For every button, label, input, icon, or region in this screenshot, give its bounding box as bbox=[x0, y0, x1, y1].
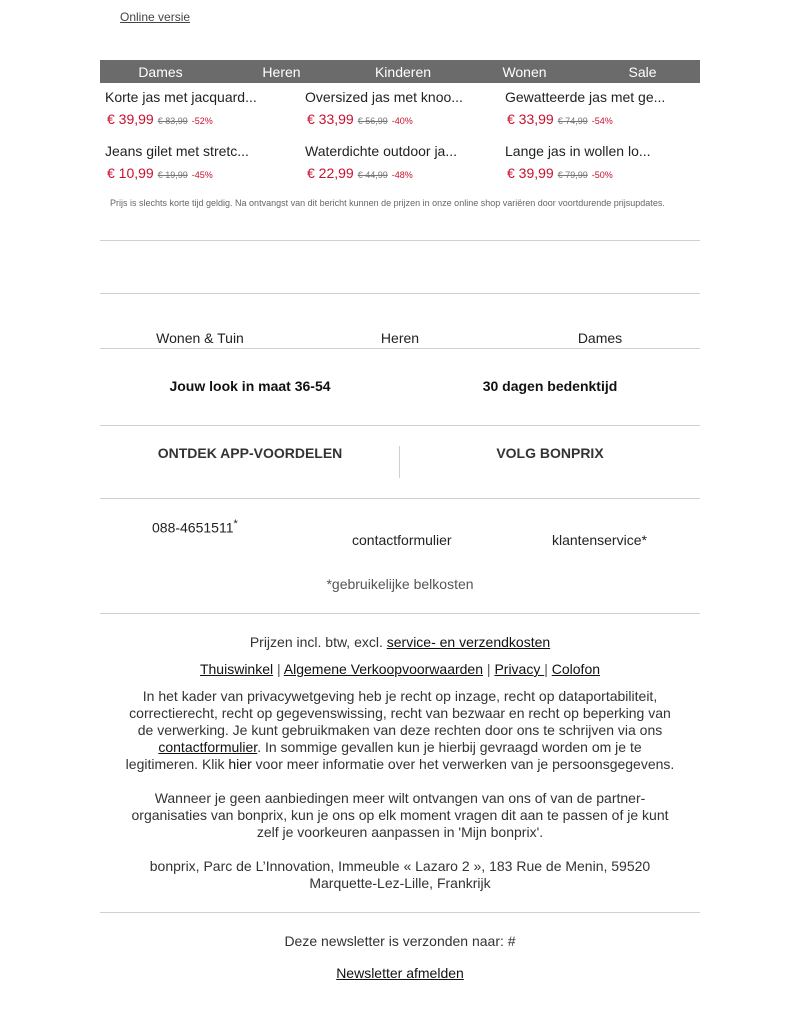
nav-item-dames[interactable]: Dames bbox=[138, 63, 183, 80]
phone-number: 088-4651511 bbox=[152, 519, 234, 536]
divider bbox=[100, 348, 700, 349]
product-name[interactable]: Lange jas in wollen lo... bbox=[505, 143, 651, 159]
privacy-text: In het kader van privacywetgeving heb je recht op inzage, recht op dataportabiliteit, correctierecht, recht op gegevenswissing, recht van bezwaar en recht op beperking van de verwerking. Je kunt gebruikmaken van deze rechten door ons te schrijven via ons bbox=[129, 688, 671, 738]
separator: | bbox=[277, 661, 281, 677]
product-price-line bbox=[505, 111, 700, 129]
company-address: bonprix, Parc de L’Innovation, Immeuble « Lazaro 2 », 183 Rue de Menin, 59520 Marquette-Lez-Lille, Frankrijk bbox=[149, 858, 651, 891]
product-card[interactable] bbox=[100, 142, 300, 196]
price-disclaimer: Prijs is slechts korte tijd geldig. Na ontvangst van dit bericht kunnen de prijzen in onze online shop variëren door voortdurende prijsupdates. bbox=[110, 198, 665, 208]
product-name[interactable]: Oversized jas met knoo... bbox=[305, 89, 463, 105]
unsubscribe-info: Wanneer je geen aanbiedingen meer wilt ontvangen van ons of van de partner-organisaties van bonprix, kun je ons op elk moment vragen dit aan te passen of je kunt zelf je voorkeuren aanpassen in 'Mijn bonprix'. bbox=[131, 790, 669, 840]
prices-note bbox=[120, 634, 680, 651]
category-dames[interactable]: Dames bbox=[577, 330, 623, 346]
product-card[interactable] bbox=[100, 88, 300, 142]
product-name[interactable]: Gewatteerde jas met ge... bbox=[505, 89, 666, 105]
separator: | bbox=[486, 661, 491, 677]
phone-cost-mark: * bbox=[233, 518, 238, 530]
privacy-text: Klik bbox=[201, 756, 229, 772]
vertical-divider bbox=[399, 446, 400, 478]
nav-item-sale[interactable]: Sale bbox=[628, 63, 657, 80]
product-old-price: € 56,99 bbox=[357, 116, 388, 126]
divider bbox=[100, 613, 700, 614]
divider bbox=[100, 425, 700, 426]
product-old-price: € 79,99 bbox=[557, 170, 588, 180]
call-cost-note: *gebruikelijke belkosten bbox=[326, 576, 474, 592]
product-price: € 39,99 bbox=[507, 165, 554, 181]
product-old-price: € 44,99 bbox=[357, 170, 388, 180]
privacy-contact-link[interactable]: contactformulier bbox=[158, 739, 258, 755]
product-price-line bbox=[105, 165, 300, 183]
thuiswinkel-link[interactable]: Thuiswinkel bbox=[199, 661, 274, 677]
product-card[interactable] bbox=[300, 142, 500, 196]
customer-service-link[interactable]: klantenservice* bbox=[552, 532, 647, 548]
product-price-line bbox=[305, 111, 500, 129]
separator: | bbox=[544, 661, 548, 677]
product-price: € 39,99 bbox=[107, 111, 154, 127]
app-benefits-link[interactable]: ONTDEK APP-VOORDELEN bbox=[157, 445, 343, 461]
colofon-link[interactable]: Colofon bbox=[551, 661, 601, 677]
product-price: € 33,99 bbox=[507, 111, 554, 127]
prices-note-text: Prijzen incl. btw, excl. bbox=[249, 634, 387, 650]
sent-to-note: Deze newsletter is verzonden naar: # bbox=[284, 933, 516, 949]
divider bbox=[100, 293, 700, 294]
usp-bar bbox=[100, 378, 700, 394]
terms-link[interactable]: Algemene Verkoopvoorwaarden bbox=[283, 661, 484, 677]
privacy-text: voor meer informatie over het verwerken van je persoonsgegevens. bbox=[251, 756, 675, 772]
usp-return: 30 dagen bedenktijd bbox=[482, 378, 618, 394]
follow-bonprix-link[interactable]: VOLG BONPRIX bbox=[496, 445, 604, 461]
privacy-notice bbox=[122, 688, 678, 773]
contact-phone[interactable] bbox=[152, 518, 238, 536]
product-discount: -45% bbox=[191, 170, 213, 180]
product-name[interactable]: Korte jas met jacquard... bbox=[105, 89, 257, 105]
app-follow-bar bbox=[100, 445, 700, 479]
product-old-price: € 74,99 bbox=[557, 116, 588, 126]
product-price: € 10,99 bbox=[107, 165, 154, 181]
privacy-info-link[interactable]: hier bbox=[228, 756, 252, 772]
product-discount: -40% bbox=[391, 116, 413, 126]
product-old-price: € 19,99 bbox=[157, 170, 188, 180]
nav-item-kinderen[interactable]: Kinderen bbox=[374, 63, 432, 80]
online-version-link[interactable]: Online versie bbox=[120, 10, 191, 24]
product-card[interactable] bbox=[500, 88, 700, 142]
nav-item-heren[interactable]: Heren bbox=[262, 63, 301, 80]
product-card[interactable] bbox=[300, 88, 500, 142]
category-heren[interactable]: Heren bbox=[380, 330, 420, 346]
product-grid bbox=[100, 88, 700, 196]
product-discount: -54% bbox=[591, 116, 613, 126]
product-discount: -48% bbox=[391, 170, 413, 180]
product-price-line bbox=[105, 111, 300, 129]
product-old-price: € 83,99 bbox=[157, 116, 188, 126]
product-name[interactable]: Waterdichte outdoor ja... bbox=[305, 143, 458, 159]
unsubscribe-wrap bbox=[120, 965, 680, 982]
contact-form-link[interactable]: contactformulier bbox=[352, 532, 452, 548]
category-wonen-tuin[interactable]: Wonen & Tuin bbox=[156, 330, 244, 346]
divider bbox=[100, 498, 700, 499]
main-nav bbox=[100, 60, 700, 83]
product-price-line bbox=[305, 165, 500, 183]
privacy-link[interactable]: Privacy bbox=[494, 661, 545, 677]
legal-links bbox=[120, 661, 680, 678]
product-card[interactable] bbox=[500, 142, 700, 196]
privacy-text: . In sommige gevallen kun je hierbij gevraagd worden om je te legitimeren. bbox=[125, 739, 642, 772]
product-row bbox=[100, 142, 700, 196]
category-links bbox=[100, 330, 700, 346]
product-discount: -50% bbox=[591, 170, 613, 180]
product-name[interactable]: Jeans gilet met stretc... bbox=[105, 143, 249, 159]
product-price-line bbox=[505, 165, 700, 183]
usp-sizes: Jouw look in maat 36-54 bbox=[169, 378, 331, 394]
nav-item-wonen[interactable]: Wonen bbox=[502, 63, 547, 80]
product-discount: -52% bbox=[191, 116, 213, 126]
product-price: € 22,99 bbox=[307, 165, 354, 181]
shipping-costs-link[interactable]: service- en verzendkosten bbox=[386, 634, 551, 650]
divider bbox=[100, 912, 700, 913]
divider bbox=[100, 240, 700, 241]
product-price: € 33,99 bbox=[307, 111, 354, 127]
unsubscribe-link[interactable]: Newsletter afmelden bbox=[336, 965, 464, 981]
product-row bbox=[100, 88, 700, 142]
